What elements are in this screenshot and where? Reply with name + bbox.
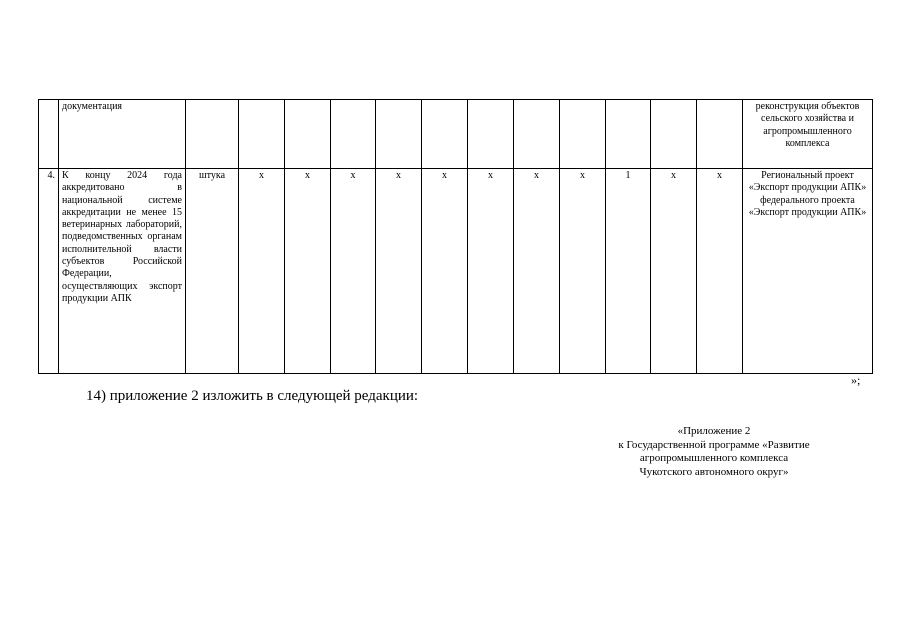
value-cell xyxy=(514,100,560,169)
value-cell: х xyxy=(422,169,468,374)
value-cell xyxy=(239,100,285,169)
value-cell xyxy=(468,100,514,169)
value-cell xyxy=(560,100,606,169)
value-cell: 1 xyxy=(606,169,651,374)
row-project: реконструкция объектов сельского хозяйства и агропромышленного комплекса xyxy=(743,100,873,169)
value-cell xyxy=(376,100,422,169)
appendix-line: к Государственной программе «Развитие xyxy=(618,438,810,451)
value-cell: х xyxy=(331,169,376,374)
closing-quote-mark: »; xyxy=(851,373,861,387)
value-cell xyxy=(697,100,743,169)
value-cell: х xyxy=(468,169,514,374)
value-cell: х xyxy=(376,169,422,374)
appendix-title: «Приложение 2 xyxy=(677,425,751,437)
amendment-instruction: 14) приложение 2 изложить в следующей редакции: xyxy=(86,388,419,404)
row-unit xyxy=(186,100,239,169)
value-cell xyxy=(606,100,651,169)
table-row xyxy=(39,100,873,169)
value-cell: х xyxy=(239,169,285,374)
value-cell xyxy=(422,100,468,169)
row-number: 4. xyxy=(39,169,59,374)
value-cell: х xyxy=(651,169,697,374)
row-description: К концу 2024 года аккредитовано в национальной системе аккредитации не менее 15 ветеринарных лабораторий, подведомственных органам исполнительной власти субъектов Российской Федерации, осуществляющих экспорт продукции АПК xyxy=(59,169,186,374)
row-description: документация xyxy=(59,100,186,169)
value-cell: х xyxy=(285,169,331,374)
indicator-table xyxy=(38,99,873,374)
row-unit: штука xyxy=(186,169,239,374)
value-cell xyxy=(331,100,376,169)
value-cell xyxy=(651,100,697,169)
row-number xyxy=(39,100,59,169)
value-cell xyxy=(285,100,331,169)
row-project: Региональный проект «Экспорт продукции АПК» федерального проекта «Экспорт продукции АПК» xyxy=(743,169,873,374)
appendix-line: агропромышленного комплекса xyxy=(639,452,789,464)
value-cell: х xyxy=(560,169,606,374)
value-cell: х xyxy=(697,169,743,374)
appendix-line: Чукотского автономного округ» xyxy=(639,465,789,478)
appendix-header xyxy=(596,425,832,479)
value-cell: х xyxy=(514,169,560,374)
table-row xyxy=(39,169,873,374)
